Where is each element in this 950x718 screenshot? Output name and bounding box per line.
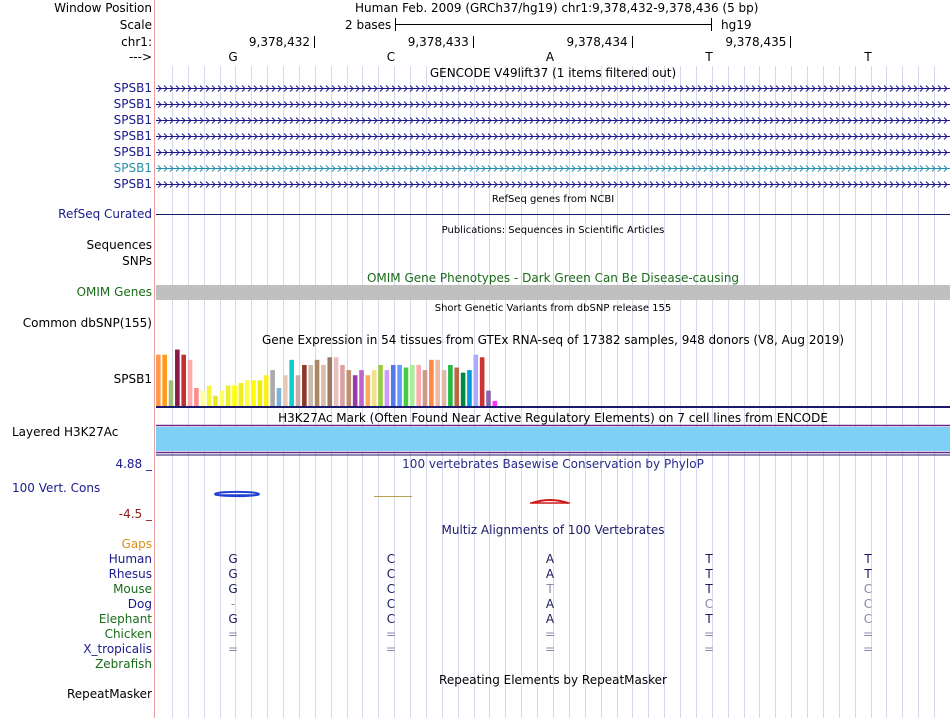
base-letter: A: [545, 50, 555, 64]
gtex-bar[interactable]: [327, 357, 332, 406]
refseq-label[interactable]: RefSeq Curated: [58, 207, 152, 221]
gtex-label[interactable]: SPSB1: [113, 372, 152, 386]
gtex-bar[interactable]: [181, 355, 186, 406]
multiz-gaps-label: Gaps: [121, 537, 152, 551]
gtex-bar[interactable]: [283, 375, 288, 406]
base-letter: C: [386, 50, 396, 64]
gtex-bar[interactable]: [423, 370, 428, 406]
gtex-bar[interactable]: [251, 380, 256, 406]
multiz-base: C: [386, 567, 396, 581]
multiz-species-label[interactable]: Zebrafish: [95, 657, 152, 671]
gtex-bar[interactable]: [270, 370, 275, 406]
multiz-species-label[interactable]: Elephant: [98, 612, 152, 626]
phylop-max-label: 4.88 _: [115, 457, 152, 471]
multiz-base: T: [705, 582, 713, 596]
gtex-title: Gene Expression in 54 tissues from GTEx RNA-seq of 17382 samples, 948 donors (V8, Aug 2019): [261, 333, 845, 347]
window-position-label: Window Position: [54, 1, 152, 15]
multiz-base: =: [703, 642, 715, 656]
repeatmasker-label[interactable]: RepeatMasker: [66, 687, 152, 701]
gtex-bar[interactable]: [232, 385, 237, 406]
multiz-base: T: [864, 567, 872, 581]
multiz-base: =: [385, 642, 397, 656]
multiz-base: C: [386, 582, 396, 596]
gencode-gene-label[interactable]: SPSB1: [113, 113, 152, 127]
omim-title: OMIM Gene Phenotypes - Dark Green Can Be Disease-causing: [366, 271, 740, 285]
gencode-gene-label[interactable]: SPSB1: [113, 145, 152, 159]
gtex-bar[interactable]: [245, 380, 250, 406]
ruler-number: 9,378,435: [725, 35, 787, 49]
multiz-base: C: [863, 612, 873, 626]
phylop-min-label: -4.5 _: [118, 507, 152, 521]
gtex-bar[interactable]: [486, 391, 491, 406]
gencode-gene-label[interactable]: SPSB1: [113, 161, 152, 175]
gtex-bar[interactable]: [493, 401, 498, 406]
multiz-base: A: [545, 597, 555, 611]
gencode-gene-label[interactable]: SPSB1: [113, 81, 152, 95]
multiz-species-label[interactable]: X_tropicalis: [83, 642, 152, 656]
h3k27ac-label[interactable]: Layered H3K27Ac: [12, 425, 119, 439]
gtex-bar[interactable]: [442, 370, 447, 406]
gtex-bar[interactable]: [169, 380, 174, 406]
gtex-bar[interactable]: [264, 375, 269, 406]
gtex-bar[interactable]: [340, 365, 345, 406]
gtex-bar[interactable]: [385, 370, 390, 406]
gtex-bar[interactable]: [391, 365, 396, 406]
multiz-base: A: [545, 567, 555, 581]
multiz-species-label[interactable]: Dog: [127, 597, 152, 611]
multiz-species-label[interactable]: Mouse: [113, 582, 152, 596]
gtex-bar[interactable]: [277, 388, 282, 406]
gtex-bar[interactable]: [200, 391, 205, 406]
chrom-label: chr1:: [121, 35, 152, 49]
multiz-species-label[interactable]: Human: [108, 552, 152, 566]
multiz-base: =: [862, 627, 874, 641]
gencode-gene-label[interactable]: SPSB1: [113, 177, 152, 191]
gtex-bar[interactable]: [194, 388, 199, 406]
gtex-bar[interactable]: [334, 357, 339, 406]
gtex-bars[interactable]: [156, 350, 497, 406]
gtex-bar[interactable]: [467, 370, 472, 406]
base-letter: G: [228, 50, 238, 64]
base-letter: T: [864, 50, 872, 64]
dbsnp-label[interactable]: Common dbSNP(155): [22, 316, 152, 330]
multiz-base: C: [863, 582, 873, 596]
gtex-bar[interactable]: [404, 368, 409, 406]
multiz-title: Multiz Alignments of 100 Vertebrates: [441, 523, 665, 537]
repeatmasker-title: Repeating Elements by RepeatMasker: [439, 673, 667, 687]
multiz-base: A: [545, 612, 555, 626]
gencode-gene-label[interactable]: SPSB1: [113, 97, 152, 111]
base-letter: T: [705, 50, 713, 64]
scale-assembly: hg19: [721, 18, 752, 32]
gtex-bar[interactable]: [461, 373, 466, 406]
multiz-base: T: [705, 552, 713, 566]
multiz-base: -: [230, 597, 236, 611]
multiz-base: =: [385, 627, 397, 641]
ruler-number: 9,378,434: [566, 35, 628, 49]
multiz-base: T: [705, 612, 713, 626]
refseq-title: RefSeq genes from NCBI: [491, 194, 615, 205]
gtex-bar[interactable]: [474, 355, 479, 406]
gencode-title: GENCODE V49lift37 (1 items filtered out): [429, 66, 677, 80]
gtex-bar[interactable]: [372, 370, 377, 406]
gtex-bar[interactable]: [454, 368, 459, 406]
gtex-bar[interactable]: [347, 370, 352, 406]
gtex-bar[interactable]: [213, 396, 218, 406]
phylop-label[interactable]: 100 Vert. Cons: [12, 481, 101, 495]
scale-label: Scale: [119, 18, 152, 32]
publications-label-snps[interactable]: SNPs: [122, 254, 152, 268]
gtex-bar[interactable]: [220, 391, 225, 406]
scale-bar: [395, 18, 712, 31]
multiz-base: C: [386, 597, 396, 611]
multiz-base: =: [227, 627, 239, 641]
gtex-bar[interactable]: [359, 370, 364, 406]
multiz-base: G: [228, 582, 238, 596]
gencode-gene-label[interactable]: SPSB1: [113, 129, 152, 143]
gtex-bar[interactable]: [416, 365, 421, 406]
publications-title: Publications: Sequences in Scientific Articles: [441, 225, 665, 236]
multiz-base: =: [862, 642, 874, 656]
multiz-base: =: [544, 642, 556, 656]
phylop-marks[interactable]: [215, 492, 570, 503]
gtex-bar[interactable]: [175, 350, 180, 406]
scale-text: 2 bases: [345, 18, 392, 32]
multiz-base: T: [864, 552, 872, 566]
ruler-number: 9,378,433: [407, 35, 469, 49]
strand-label: --->: [128, 50, 152, 64]
gtex-bar[interactable]: [321, 365, 326, 406]
gtex-bar[interactable]: [448, 365, 453, 406]
multiz-base: C: [863, 597, 873, 611]
multiz-base: =: [227, 642, 239, 656]
window-position-value: Human Feb. 2009 (GRCh37/hg19) chr1:9,378,432-9,378,436 (5 bp): [355, 1, 759, 15]
gtex-bar[interactable]: [480, 357, 485, 406]
gtex-bar[interactable]: [156, 355, 161, 406]
gtex-bar[interactable]: [258, 380, 263, 406]
gtex-bar[interactable]: [302, 365, 307, 406]
gtex-bar[interactable]: [239, 383, 244, 406]
h3k27ac-title: H3K27Ac Mark (Often Found Near Active Regulatory Elements) on 7 cell lines from ENCODE: [278, 411, 828, 425]
gtex-bar[interactable]: [366, 375, 371, 406]
gtex-bar[interactable]: [296, 375, 301, 406]
gtex-bar[interactable]: [207, 385, 212, 406]
omim-bar[interactable]: [156, 285, 950, 300]
h3k27ac-signal[interactable]: [156, 427, 950, 451]
gtex-bar[interactable]: [353, 375, 358, 406]
gtex-bar[interactable]: [378, 365, 383, 406]
multiz-base: C: [704, 597, 714, 611]
gtex-bar[interactable]: [226, 385, 231, 406]
multiz-base: T: [705, 567, 713, 581]
multiz-base: C: [386, 612, 396, 626]
multiz-base: T: [546, 582, 554, 596]
multiz-base: G: [228, 612, 238, 626]
gtex-bar[interactable]: [188, 360, 193, 406]
multiz-species-label[interactable]: Rhesus: [108, 567, 152, 581]
gtex-bar[interactable]: [308, 365, 313, 406]
multiz-base: =: [544, 627, 556, 641]
ruler-number: 9,378,432: [248, 35, 310, 49]
omim-label[interactable]: OMIM Genes: [76, 285, 152, 299]
gtex-bar[interactable]: [429, 360, 434, 406]
gtex-bar[interactable]: [435, 360, 440, 406]
multiz-base: A: [545, 552, 555, 566]
dbsnp-title: Short Genetic Variants from dbSNP release 155: [434, 303, 672, 314]
multiz-base: G: [228, 567, 238, 581]
multiz-base: =: [703, 627, 715, 641]
publications-label-sequences[interactable]: Sequences: [86, 238, 152, 252]
multiz-species-label[interactable]: Chicken: [104, 627, 152, 641]
gtex-bar[interactable]: [315, 360, 320, 406]
gtex-bar[interactable]: [162, 355, 167, 406]
multiz-base: C: [386, 552, 396, 566]
gtex-bar[interactable]: [410, 365, 415, 406]
gtex-bar[interactable]: [397, 365, 402, 406]
multiz-base: G: [228, 552, 238, 566]
phylop-title: 100 vertebrates Basewise Conservation by PhyloP: [402, 457, 704, 471]
gtex-bar[interactable]: [289, 360, 294, 406]
